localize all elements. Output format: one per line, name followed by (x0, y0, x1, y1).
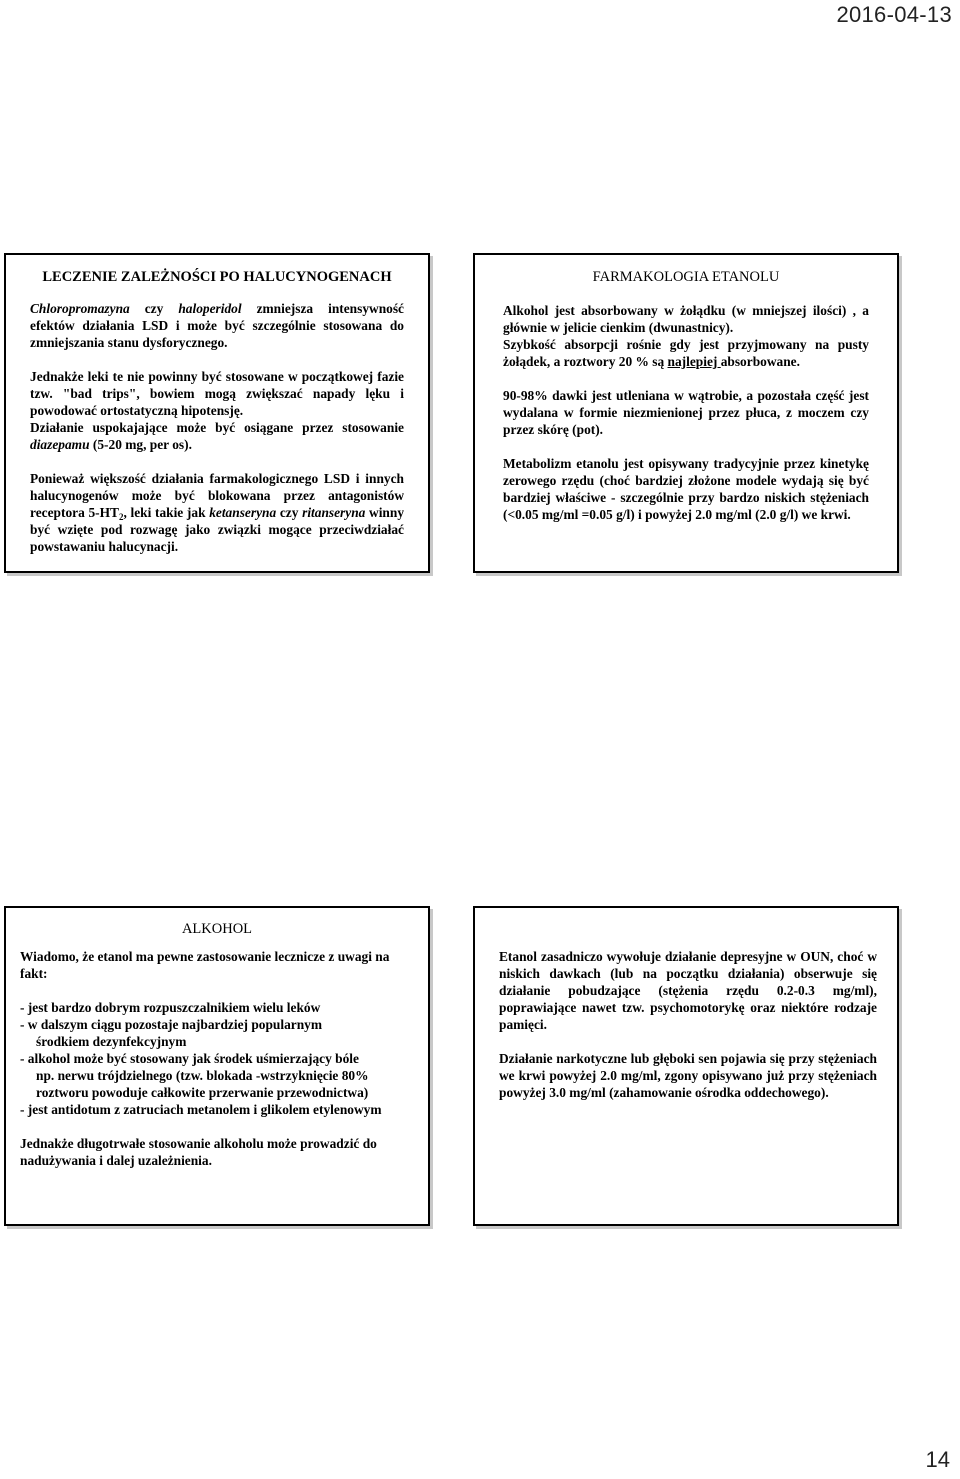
slide-paragraph: Wiadomo, że etanol ma pewne zastosowanie lecznicze z uwagi na fakt: (20, 949, 390, 981)
slide-title: LECZENIE ZALEŻNOŚCI PO HALUCYNOGENACH (42, 269, 392, 285)
slide-alcohol (4, 906, 430, 1226)
slide-paragraph: Metabolizm etanolu jest opisywany tradycyjnie przez kinetykę zerowego rzędu (choć bardziej złożone modele wydają się być bardziej właściwe - szczególnie przy bardzo niskich stężeniach (<0.05 mg/ml =0.05 g/l) i powyżej 2.0 mg/ml (2.0 g/l) we krwi. (503, 456, 869, 522)
slide-ethanol-effects (473, 906, 899, 1226)
slide-paragraph: Ponieważ większość działania farmakologicznego LSD i innych halucynogenów może być blokowana przez antagonistów receptora $5-HT_2$, leki takie jak ketanseryna czy ritanseryna winny być wzięte pod rozwagę jako związki mogące przeciwdziałać powstawaniu halucynacji. (30, 471, 405, 554)
slide-paragraph: 90-98% dawki jest utleniana w wątrobie, a pozostała część jest wydalana w formie niezmienionej przez płuca, z moczem czy przez skórę (pot). (503, 388, 869, 437)
slide-paragraph: Szybkość absorpcji rośnie gdy jest przyjmowany na pusty żołądek, a roztwory 20 % są najlepiej absorbowane. (503, 337, 869, 369)
list-item: - jest bardzo dobrym rozpuszczalnikiem wielu leków (20, 1000, 321, 1015)
list-item: np. nerwu trójdzielnego (tzw. blokada -wstrzyknięcie 80% (36, 1068, 369, 1083)
slide-paragraph: Etanol zasadniczo wywołuje działanie depresyjne w OUN, choć w niskich dawkach (lub na początku działania) obserwuje się działanie pobudzające (stężenia rzędu 0.2-0.3 mg/ml), poprawiające nawet tzw. psychomotorykę oraz niektóre rodzaje pamięci. (499, 949, 877, 1032)
slide-ethanol-pharmacology (473, 253, 899, 573)
slide-paragraph: Alkohol jest absorbowany w żołądku (w mniejszej ilości) , a głównie w jelicie cienkim (dwunastnicy). (503, 303, 869, 335)
slide-paragraph: Jednakże leki te nie powinny być stosowane w początkowej fazie tzw. "bad trips", bowiem mogą zwiększać napady lęku i powodować ortostatyczną hipotensję. (30, 369, 404, 418)
slide-paragraph: Jednakże długotrwałe stosowanie alkoholu może prowadzić do nadużywania i dalej uzależnienia. (20, 1136, 377, 1168)
slide-paragraph: Działanie uspokajające może być osiągane przez stosowanie diazepamu (5-20 mg, per os). (30, 420, 404, 452)
document-date: 2016-04-13 (836, 2, 952, 27)
slide-paragraph: Działanie narkotyczne lub głęboki sen pojawia się przy stężeniach we krwi powyżej 2.0 mg/ml, zgony opisywano już przy stężeniach powyżej 3.0 mg/ml (zahamowanie ośrodka oddechowego). (499, 1051, 877, 1100)
list-item: roztworu powoduje całkowite przerwanie przewodnictwa) (36, 1085, 369, 1100)
list-item: - alkohol może być stosowany jak środek uśmierzający bóle (20, 1051, 359, 1066)
slide-title: FARMAKOLOGIA ETANOLU (592, 269, 780, 285)
list-item: - jest antidotum z zatruciach metanolem i glikolem etylenowym (20, 1102, 382, 1117)
slide-title: ALKOHOL (181, 921, 253, 937)
page-number: 14 (925, 1447, 950, 1472)
slide-lsd-treatment (4, 253, 430, 573)
list-item: środkiem dezynfekcyjnym (36, 1034, 187, 1049)
slide-paragraph: Chloropromazyna czy haloperidol zmniejsza intensywność efektów działania LSD i może być szczególnie stosowana do zmniejszania stanu dysforycznego. (30, 301, 405, 350)
list-item: - w dalszym ciągu pozostaje najbardziej popularnym (20, 1017, 323, 1032)
